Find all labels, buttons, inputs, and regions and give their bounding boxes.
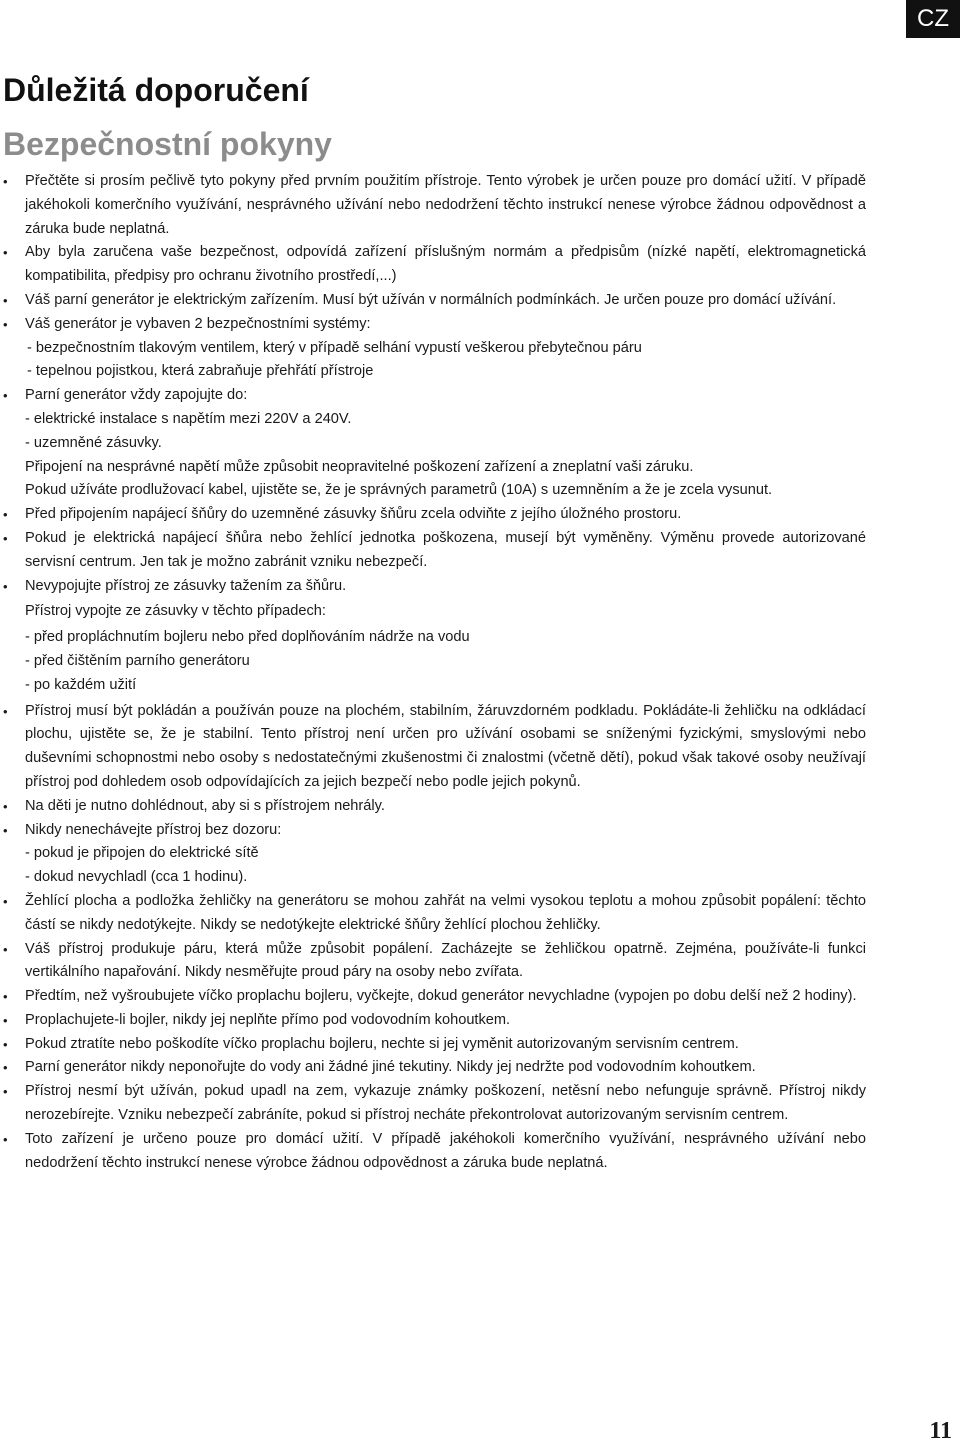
sub-item: - po každém užití — [25, 676, 137, 693]
page-title: Důležitá doporučení — [3, 72, 309, 108]
list-item: • Žehlící plocha a podložka žehličky na generátoru se mohou zahřát na velmi vysokou teplotu a mohou způsobit popálení: těchto částí se nikdy nedotýkejte. Nikdy se nedotýkejte elektrické šňůry žehlící plochou žehličky. — [3, 892, 866, 933]
list-item: • Na děti je nutno dohlédnout, aby si s přístrojem nehrály. — [3, 797, 385, 814]
list-item: • Nevypojujte přístroj ze zásuvky tažením za šňůru. — [3, 577, 347, 594]
list-item: • Parní generátor nikdy neponořujte do vody ani žádné jiné tekutiny. Nikdy jej nedržte pod vodovodním kohoutkem. — [3, 1059, 756, 1076]
sub-item: - bezpečnostním tlakovým ventilem, který v případě selhání vypustí veškerou přebytečnou páru — [27, 339, 642, 356]
list-item: • Proplachujete-li bojler, nikdy jej neplňte přímo pod vodovodním kohoutkem. — [3, 1011, 511, 1028]
sub-item: - tepelnou pojistkou, která zabraňuje přehřátí přístroje — [27, 363, 374, 380]
list-item: • Pokud ztratíte nebo poškodíte víčko proplachu bojleru, nechte si jej vyměnit autorizovaným servisním centrem. — [3, 1035, 739, 1052]
list-item: • Nikdy nenechávejte přístroj bez dozoru: — [3, 821, 282, 838]
list-item: • Parní generátor vždy zapojujte do: — [3, 387, 248, 404]
language-badge: CZ — [906, 0, 960, 38]
section-subtitle: Bezpečnostní pokyny — [3, 126, 332, 162]
paragraph: Pokud užíváte prodlužovací kabel, ujistěte se, že je správných parametrů (10A) s uzemněním a že je zcela vysunut. — [25, 482, 773, 499]
sub-item: - elektrické instalace s napětím mezi 220V a 240V. — [25, 410, 352, 427]
sub-item: - dokud nevychladl (cca 1 hodinu). — [25, 869, 248, 886]
list-item: • Předtím, než vyšroubujete víčko proplachu bojleru, vyčkejte, dokud generátor nevychladne (vypojen po dobu delší než 2 hodiny). — [3, 988, 857, 1005]
list-item: • Váš parní generátor je elektrickým zařízením. Musí být užíván v normálních podmínkách. Je určen pouze pro domácí užívání. — [3, 291, 837, 308]
list-item: • Přístroj nesmí být užíván, pokud upadl na zem, vykazuje známky poškození, netěsní nebo nefunguje správně. Přístroj nikdy nerozebírejte. Vzniku nebezpečí zabráníte, pokud si přístroj necháte překontrolovat autorizovaným servisním centrem. — [3, 1083, 866, 1124]
sub-item: - před čištěním parního generátoru — [25, 652, 250, 669]
list-item: • Váš generátor je vybaven 2 bezpečnostními systémy: — [3, 315, 371, 332]
list-item: • Toto zařízení je určeno pouze pro domácí užití. V případě jakéhokoli komerčního využívání, nesprávného užívání nebo nedodržení těchto instrukcí nenese výrobce žádnou odpovědnost a záruka bude neplatná. — [3, 1130, 866, 1171]
sub-item: - uzemněné zásuvky. — [25, 434, 162, 451]
sub-item: - pokud je připojen do elektrické sítě — [25, 845, 259, 862]
page-number: 11 — [929, 1418, 952, 1444]
paragraph: Přístroj vypojte ze zásuvky v těchto případech: — [25, 603, 326, 620]
list-item: • Váš přístroj produkuje páru, která může způsobit popálení. Zacházejte se žehličkou opatrně. Zejména, používáte-li funkci vertikálního napařování. Nikdy nesměřujte proud páry na osoby nebo zvířata. — [3, 940, 866, 981]
paragraph: Připojení na nesprávné napětí může způsobit neopravitelné poškození zařízení a zneplatní vaši záruku. — [25, 458, 694, 475]
list-item: • Přístroj musí být pokládán a používán pouze na plochém, stabilním, žáruvzdorném podkladu. Pokládáte-li žehličku na odkládací plochu, ujistěte se, že je stabilní. Tento přístroj není určen pro užívání osobami se sníženými fyzickými, smyslovými nebo duševními schopnostmi nebo osoby s nedostatečnými zkušenostmi či znalostmi (včetně dětí), pokud však takové osoby neužívají přístroj pod dohledem osob odpovídajících za jejich bezpečí nebo podle jejich pokynů. — [3, 702, 866, 790]
list-item: • Přečtěte si prosím pečlivě tyto pokyny před prvním použitím přístroje. Tento výrobek je určen pouze pro domácí užití. V případě jakéhokoli komerčního využívání, nesprávného užívání nebo nedodržení těchto instrukcí nenese výrobce žádnou odpovědnost a záruka bude neplatná. — [3, 173, 866, 237]
list-item: • Aby byla zaručena vaše bezpečnost, odpovídá zařízení příslušným normám a předpisům (nízké napětí, elektromagnetická kompatibilita, předpisy pro ochranu životního prostředí,...) — [3, 244, 866, 285]
safety-instructions — [0, 170, 866, 1175]
sub-item: - před propláchnutím bojleru nebo před doplňováním nádrže na vodu — [25, 629, 470, 646]
list-item: • Před připojením napájecí šňůry do uzemněné zásuvky šňůru zcela odviňte z jejího úložného prostoru. — [3, 506, 682, 523]
list-item: • Pokud je elektrická napájecí šňůra nebo žehlící jednotka poškozena, musejí být vyměněny. Výměnu provede autorizované servisní centrum. Jen tak je možno zabránit vzniku nebezpečí. — [3, 529, 866, 570]
